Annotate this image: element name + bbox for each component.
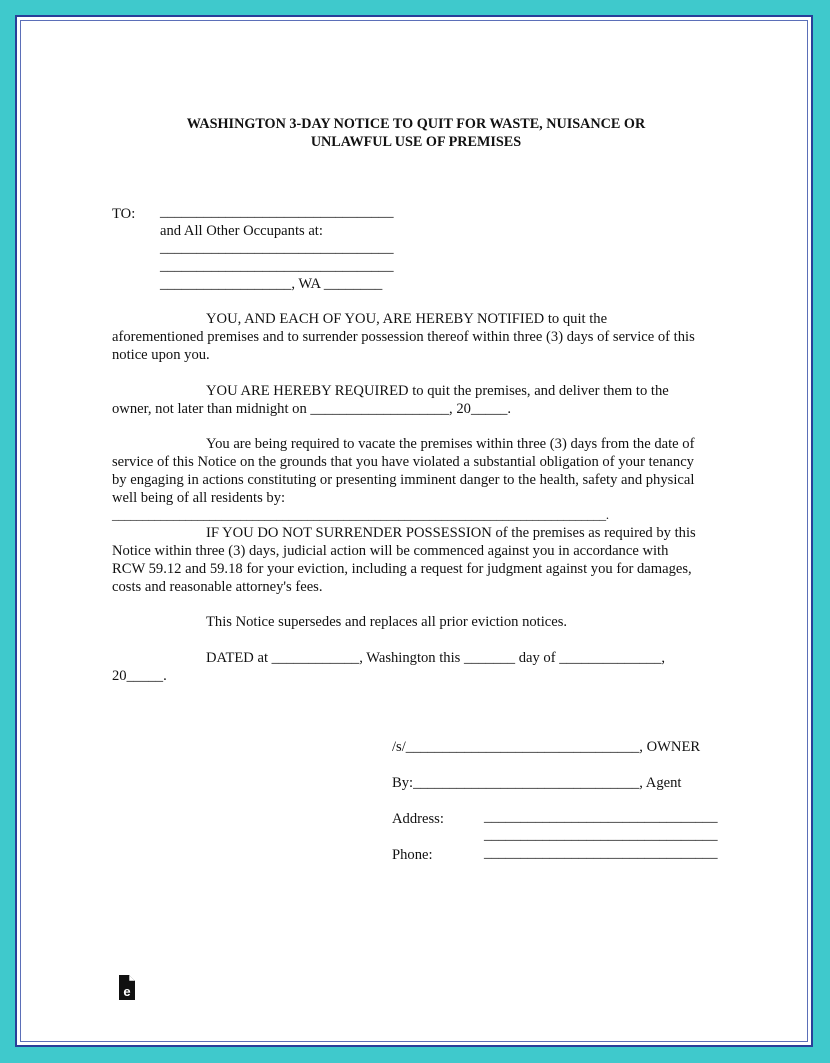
phone-label: Phone: [392,847,433,863]
para2-line-2: owner, not later than midnight on ___________________, 20_____. [112,401,512,417]
owner-address-blank-2: ________________________________ [484,827,718,843]
para3-line-4: well being of all residents by: [112,490,286,506]
para5-supersedes: This Notice supersedes and replaces all prior eviction notices. [206,614,568,630]
dated-line-1: DATED at ____________, Washington this _______ day of ______________, [206,650,666,666]
para3-line-3: by engaging in actions constituting or presenting imminent danger to the health, safety and physical [112,472,695,488]
document-title-line-2: UNLAWFUL USE OF PREMISES [310,134,522,150]
para2-line-1: YOU ARE HEREBY REQUIRED to quit the premises, and deliver them to the [206,383,669,399]
owner-signature-line: /s/________________________________, OWNER [392,739,701,755]
address-blank-2: ________________________________ [160,258,394,274]
address-city-wa-line: __________________, WA ________ [160,276,383,292]
phone-blank: ________________________________ [484,845,718,861]
occupants-label: and All Other Occupants at: [160,223,323,239]
para1-line-3: notice upon you. [112,347,210,363]
to-label: TO: [112,206,136,222]
para4-line-2: Notice within three (3) days, judicial action will be commenced against you in accordance with [112,543,669,559]
para4-line-1: IF YOU DO NOT SURRENDER POSSESSION of the premises as required by this [206,525,696,541]
agent-signature-line: By:_______________________________, Agent [392,775,682,791]
document-title-line-1: WASHINGTON 3-DAY NOTICE TO QUIT FOR WASTE, NUISANCE OR [186,116,646,132]
document-e-logo-icon [117,974,137,1001]
address-label: Address: [392,811,444,827]
para3-line-1: You are being required to vacate the premises within three (3) days from the date of [206,436,695,452]
svg-text:e: e [123,984,131,999]
para3-line-2: service of this Notice on the grounds that you have violated a substantial obligation of your tenancy [112,454,694,470]
para4-line-3: RCW 59.12 and 59.18 for your eviction, including a request for judgment against you for damages, [112,561,692,577]
para4-line-4: costs and reasonable attorney's fees. [112,579,323,595]
para1-line-2: aforementioned premises and to surrender possession thereof within three (3) days of service of this [112,329,695,345]
address-blank-1: ________________________________ [160,240,394,256]
owner-address-blank-1: ________________________________ [484,809,718,825]
dated-line-2: 20_____. [112,668,167,684]
para1-line-1: YOU, AND EACH OF YOU, ARE HEREBY NOTIFIED to quit the [206,311,608,327]
recipient-name-blank: ________________________________ [160,204,394,220]
grounds-blank-line: _________________________________________________________________________________. [112,508,609,522]
document-page [15,15,813,1047]
